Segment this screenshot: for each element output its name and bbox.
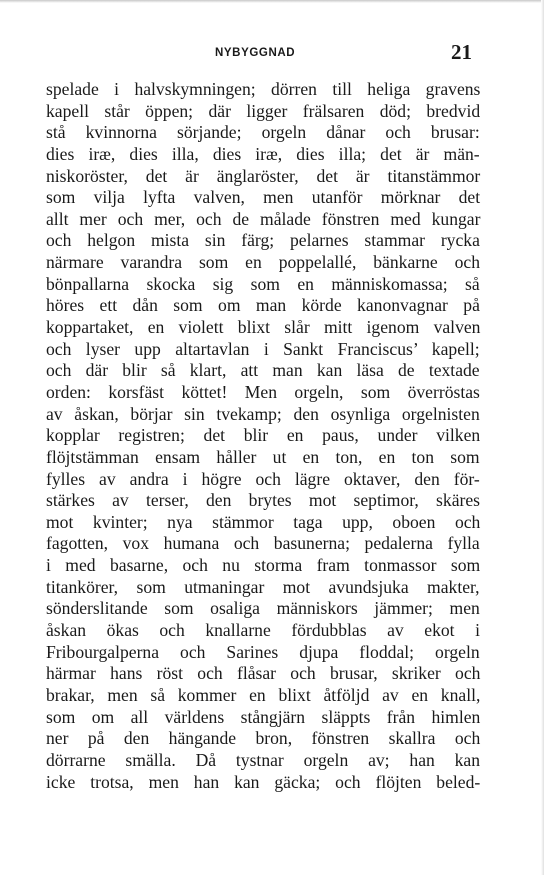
text-line: och lyser upp altartavlan i Sankt Franciscus’ kapell; — [46, 338, 480, 359]
body-text — [46, 79, 480, 793]
text-line: dies iræ, dies illa, dies iræ, dies illa; det är män- — [46, 143, 480, 164]
text-line: stärkes av terser, den brytes mot septimor, skäres — [46, 490, 481, 511]
text-line: mot kvinter; nya stämmor taga upp, oboen och — [46, 511, 481, 532]
text-line: kapell står öppen; där ligger frälsaren död; bredvid — [46, 100, 481, 121]
text-line: närmare varandra som en poppelallé, bänkarne och — [46, 252, 481, 273]
text-line: allt mer och mer, och de målade fönstren med kungar — [46, 208, 481, 229]
text-line: stå kvinnorna sörjande; orgeln dånar och brusar: — [46, 122, 480, 143]
text-line: fylles av andra i högre och lägre oktaver, den för- — [46, 468, 480, 489]
text-line: icke trotsa, men han kan gäcka; och flöjten beled- — [46, 771, 481, 792]
text-line: titankörer, som utmaningar mot avundsjuka makter, — [46, 576, 480, 597]
text-line: av åskan, börjar sin tvekamp; den osynliga orgelnisten — [46, 403, 480, 424]
text-line: brakar, men så kommer en blixt åtföljd av en knall, — [46, 684, 481, 705]
text-line: som om all världens stångjärn släppts från himlen — [46, 706, 481, 727]
page-number: 21 — [451, 40, 472, 64]
running-header — [0, 40, 544, 64]
text-line: orden: korsfäst köttet! Men orgeln, som överröstas — [46, 381, 480, 402]
text-line: åskan ökas och knallarne fördubblas av ekot i — [46, 620, 480, 641]
text-line: dörrarne smälla. Då tystnar orgeln av; han kan — [46, 749, 481, 770]
text-line: i med basarne, och nu storma fram tonmassor som — [46, 555, 481, 576]
text-line: och helgon mista sin färg; pelarnes stammar rycka — [46, 230, 480, 251]
text-line: niskoröster, det är änglaröster, det är titanstämmor — [46, 165, 481, 186]
text-line: fagotten, vox humana och basunerna; pedalerna fylla — [46, 533, 480, 554]
text-line: ner på den hängande bron, fönstren skallra och — [46, 728, 481, 749]
text-line: spelade i halvskymningen; dörren till heliga gravens — [46, 79, 481, 99]
scan-edge-top — [0, 0, 544, 3]
text-line: bönpallarna skocka sig som en människomassa; så — [46, 273, 480, 294]
text-line: sönderslitande som osaliga människors jämmer; men — [46, 598, 480, 619]
text-line: kopplar registren; det blir en paus, under vilken — [46, 425, 481, 446]
text-line: flöjtstämman ensam håller ut en ton, en ton som — [46, 446, 480, 467]
text-line: Fribourgalperna och Sarines djupa floddal; orgeln — [46, 641, 480, 662]
text-line: som vilja lyfta valven, men utanför mörknar det — [46, 187, 481, 208]
text-line: koppartaket, en violett blixt slår mitt igenom valven — [46, 317, 481, 338]
running-title: NYBYGGNAD — [215, 47, 296, 59]
text-line: härmar hans röst och flåsar och brusar, skriker och — [46, 663, 481, 684]
text-line: och där blir så klart, att man kan läsa de textade — [46, 360, 480, 381]
text-line: höres ett dån som om man körde kanonvagnar på — [46, 295, 480, 316]
